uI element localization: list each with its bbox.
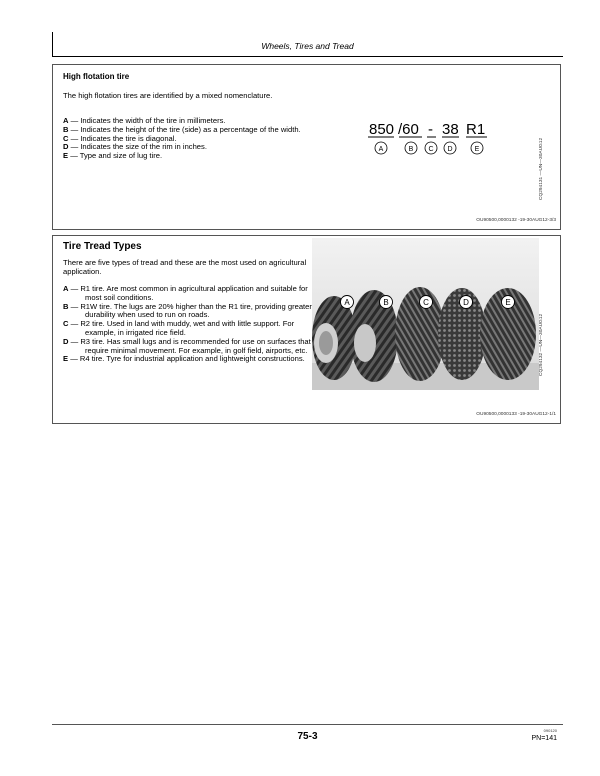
item-key: A [63, 116, 69, 125]
svg-text:C: C [423, 298, 429, 307]
item-text: Indicates the size of the rim in inches. [80, 142, 207, 152]
svg-text:C: C [428, 146, 434, 153]
item-key: C [63, 319, 69, 329]
figure-code: CQ294132 —UN—30AUG12 [539, 313, 544, 376]
svg-text:E: E [474, 146, 480, 153]
list-item: B — R1W tire. The lugs are 20% higher than the R1 tire, providing greater durability when used to run on roads. [63, 301, 312, 320]
footer-rule [52, 724, 563, 725]
item-key: A [63, 284, 69, 293]
item-key: D [63, 336, 69, 346]
list-item: D — R3 tire. Has small lugs and is recommended for use on surfaces that require minimal movement. For example, in golf field, airports, etc. [63, 336, 311, 355]
svg-text:A: A [378, 146, 384, 153]
photo-callout-c [420, 296, 433, 309]
list-item: C — R2 tire. Used in land with muddy, wet and with little support. For example, in irrigated rice field. [63, 319, 295, 337]
item-text: Type and size of lug tire. [79, 151, 163, 161]
item-text: R4 tire. Tyre for industrial application and lightweight constructions. [79, 354, 305, 364]
item-text: R1W tire. The lugs are 20% higher than the R1 tire, providing greater durability when used to run on roads. [80, 301, 312, 320]
item-key: C [63, 133, 69, 143]
item-key: B [63, 301, 69, 311]
callout-c [425, 142, 437, 154]
tire-size-diagram [363, 117, 523, 157]
photo-callout-e [502, 296, 515, 309]
list-item: C — Indicates the tire is diagonal. [63, 133, 177, 143]
section-intro: The high flotation tires are identified by a mixed nomenclature. [63, 91, 273, 100]
svg-text:A: A [344, 298, 350, 307]
part-ratio: /60 [398, 121, 419, 138]
callout-b [405, 142, 417, 154]
item-key: E [63, 354, 69, 364]
section-title: Tire Tread Types [63, 241, 142, 252]
callout-d [444, 142, 456, 154]
item-text: Indicates the width of the tire in millimeters. [80, 116, 226, 125]
item-key: E [63, 151, 69, 161]
item-text: Indicates the tire is diagonal. [80, 133, 177, 143]
svg-text:E: E [505, 298, 511, 307]
item-key: D [63, 142, 69, 152]
svg-text:D: D [463, 298, 469, 307]
list-item: E — R4 tire. Tyre for industrial application and lightweight constructions. [63, 354, 305, 364]
svg-text:B: B [408, 146, 414, 153]
reference-id: OU90500,0000133 -19-30AUG12-1/1 [476, 412, 556, 417]
list-item: A — R1 tire. Are most common in agricultural application and suitable for most soil conditions. [63, 284, 308, 302]
item-text: R2 tire. Used in land with muddy, wet and with little support. For example, in irrigated rice field. [80, 319, 295, 337]
list-item: D — Indicates the size of the rim in inches. [63, 142, 207, 152]
photo-callout-d [460, 296, 473, 309]
figure-code: CQ294131 —UN—30AUG12 [539, 137, 544, 200]
list-item: A — Indicates the width of the tire in millimeters. [63, 116, 226, 125]
tread-type-list [63, 285, 315, 364]
photo-callout-a [341, 296, 354, 309]
pn-number: PN=141 [531, 735, 557, 742]
list-item: E — Type and size of lug tire. [63, 151, 163, 161]
item-text: Indicates the height of the tire (side) as a percentage of the width. [80, 124, 301, 134]
callout-e [471, 142, 483, 154]
item-text: R1 tire. Are most common in agricultural application and suitable for most soil conditions. [80, 284, 308, 302]
definition-list [63, 117, 363, 161]
item-text: R3 tire. Has small lugs and is recommended for use on surfaces that require minimal movement. For example, in golf field, airports, etc. [80, 336, 311, 355]
section-title: High flotation tire [63, 72, 130, 81]
tire-tread-photo [312, 238, 539, 390]
svg-text:D: D [447, 146, 453, 153]
item-key: B [63, 124, 69, 134]
section-intro: There are five types of tread and these are the most used on agricultural application. [63, 258, 307, 276]
part-dash: - [428, 121, 433, 138]
running-header: Wheels, Tires and Tread [261, 41, 354, 51]
print-code: 090120 [543, 728, 557, 733]
part-rim: 38 [442, 121, 459, 138]
header-rule [52, 56, 563, 57]
svg-text:B: B [383, 298, 389, 307]
list-item: B — Indicates the height of the tire (side) as a percentage of the width. [63, 124, 301, 134]
high-flotation-section [52, 64, 561, 230]
callout-a [375, 142, 387, 154]
part-type: R1 [466, 121, 486, 138]
photo-callout-b [380, 296, 393, 309]
part-width: 850 [369, 121, 395, 138]
page-number: 75-3 [297, 731, 318, 742]
reference-id: OU90500,0000132 -19-30AUG12-3/3 [476, 218, 556, 223]
